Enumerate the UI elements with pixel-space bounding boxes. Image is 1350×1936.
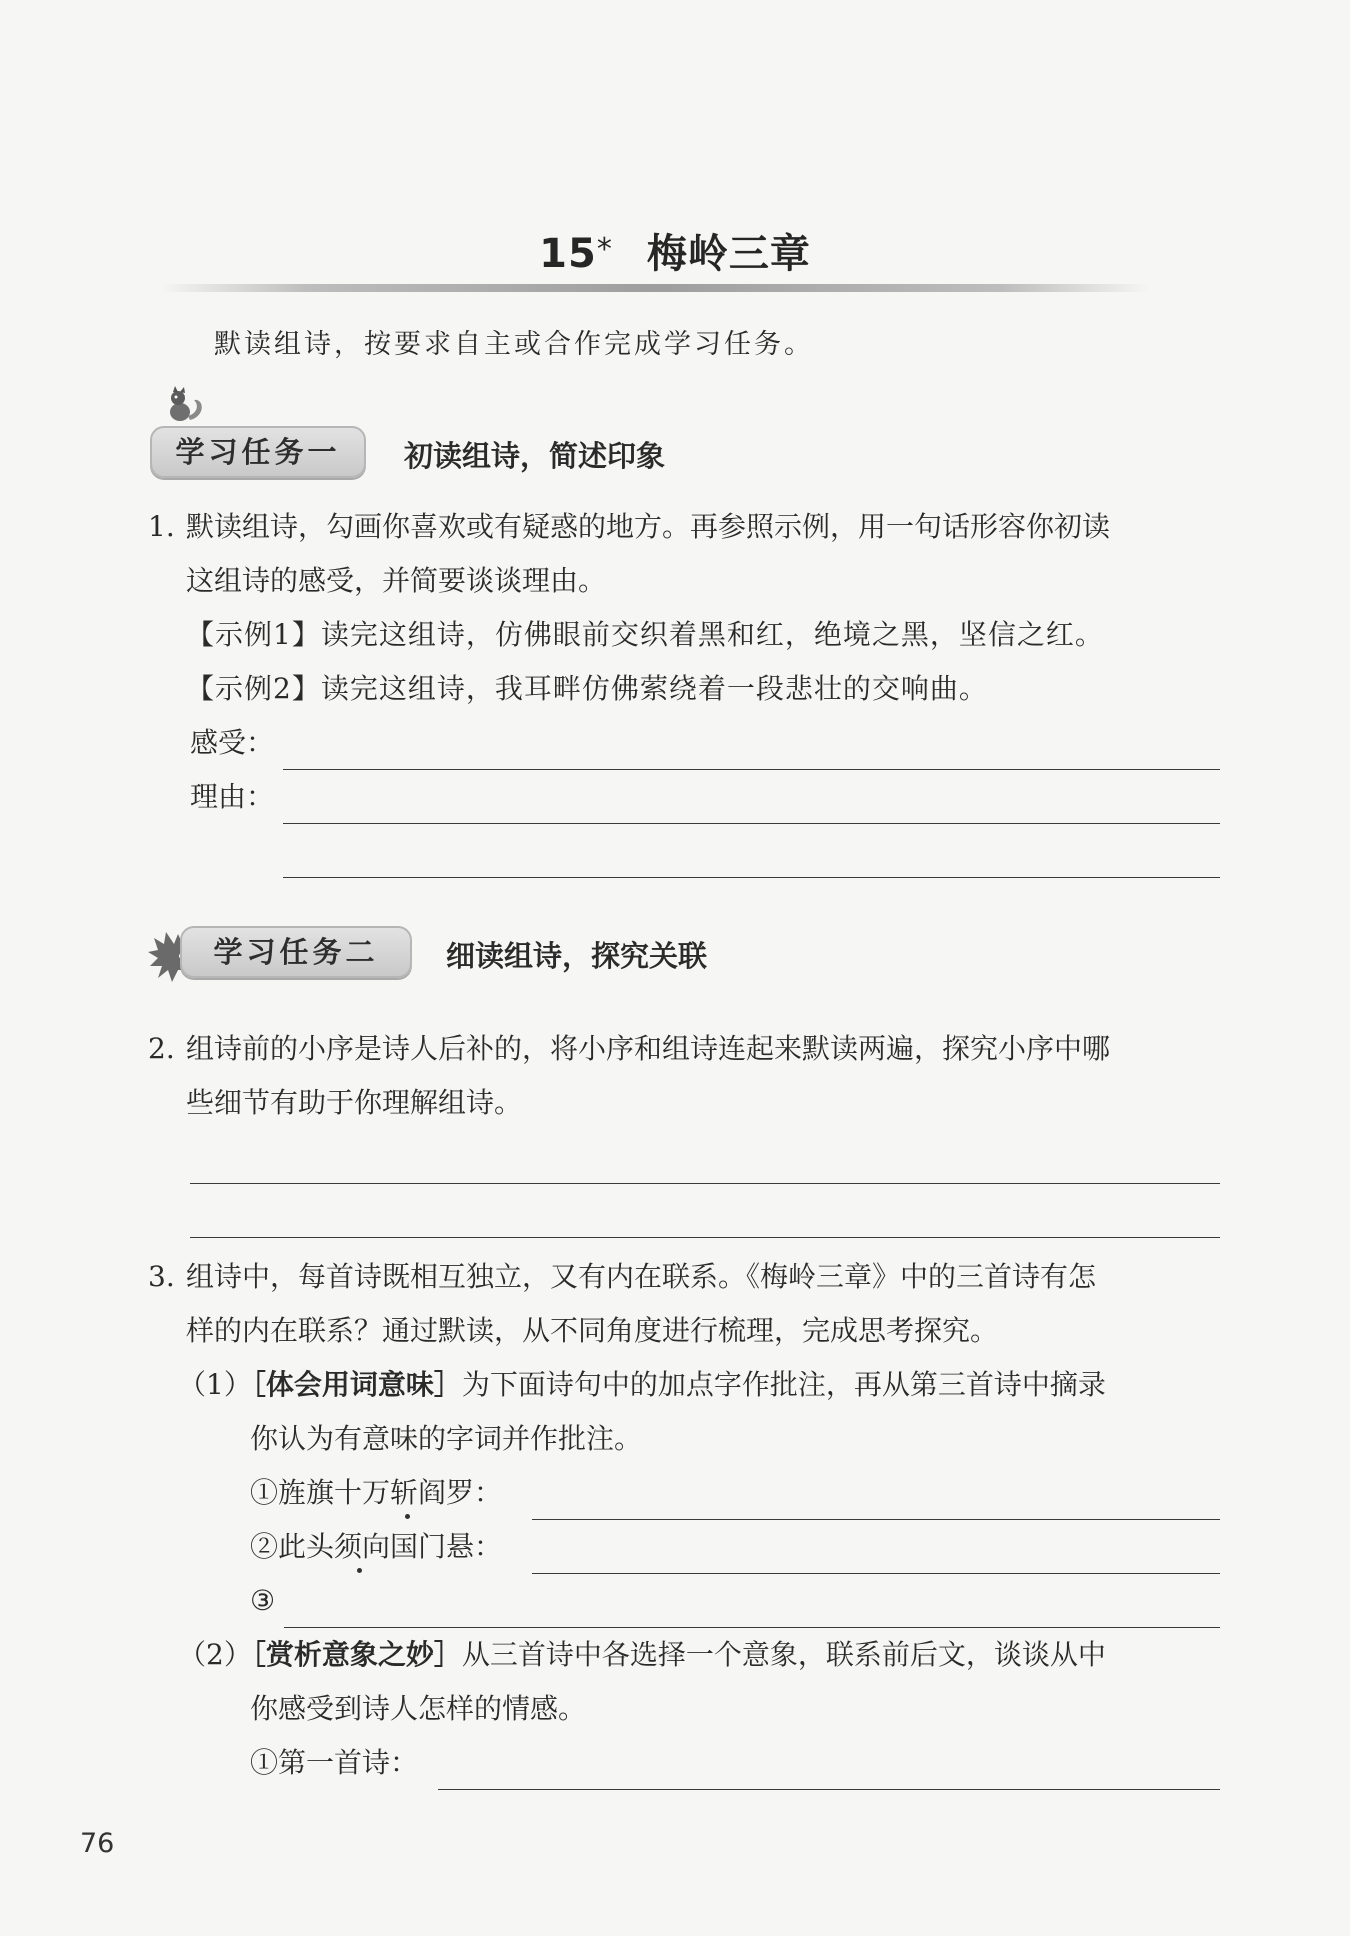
subq1-line1 [178,1358,1106,1412]
q1-line2: 这组诗的感受，并简要谈谈理由。 [186,564,607,597]
q2-answer-line-2[interactable] [190,1237,1220,1238]
squirrel-icon [160,386,210,426]
example-2: 【示例2】读完这组诗，我耳畔仿佛萦绕着一段悲壮的交响曲。 [186,672,988,705]
subq2-tag: ［赏析意象之妙］ [251,1638,462,1671]
item2-answer-line[interactable] [532,1573,1220,1574]
q1-number: 1. [148,510,175,543]
subq1-text1: 为下面诗句中的加点字作批注，再从第三首诗中摘录 [461,1368,1106,1401]
reason-answer-line[interactable] [283,823,1220,824]
lesson-title [0,222,1350,279]
subq1-item2: ②此头须向国门悬： [250,1530,503,1563]
subq2-item1: ①第一首诗： [250,1746,419,1779]
item1-answer-line[interactable] [532,1519,1220,1520]
lesson-number: 15* [539,231,613,277]
q2-line1: 组诗前的小序是诗人后补的，将小序和组诗连起来默读两遍，探究小序中哪 [186,1032,1111,1065]
subq1-item1: ①旌旗十万斩阎罗： [250,1476,503,1509]
task1-title: 初读组诗，简述印象 [404,439,666,473]
reason-label: 理由： [190,780,275,813]
subq1-text2: 你认为有意味的字词并作批注。 [250,1422,643,1455]
q3-line2: 样的内在联系？通过默读，从不同角度进行梳理，完成思考探究。 [186,1314,999,1347]
subq2-text1: 从三首诗中各选择一个意象，联系前后文，谈谈从中 [461,1638,1106,1671]
q2-line2: 些细节有助于你理解组诗。 [186,1086,523,1119]
task1-badge: 学习任务一 [150,426,366,478]
emphasis-dot-xu [357,1568,362,1573]
subq1-item3: ③ [250,1584,276,1617]
q3-number: 3. [148,1260,175,1293]
q1-line1: 默读组诗，勾画你喜欢或有疑惑的地方。再参照示例，用一句话形容你初读 [186,510,1111,543]
feeling-label: 感受： [190,726,275,759]
task2-title: 细读组诗，探究关联 [446,939,708,973]
task2-badge: 学习任务二 [180,926,412,978]
intro-text: 默读组诗，按要求自主或合作完成学习任务。 [214,329,814,360]
poem1-answer-line[interactable] [438,1789,1220,1790]
q2-number: 2. [148,1032,175,1065]
title-underline [160,284,1150,292]
q2-answer-line-1[interactable] [190,1183,1220,1184]
example-1: 【示例1】读完这组诗，仿佛眼前交织着黑和红，绝境之黑，坚信之红。 [186,618,1104,651]
subq2-number: （2） [178,1638,252,1671]
reason-answer-line-2[interactable] [283,877,1220,878]
subq1-number: （1） [178,1368,252,1401]
emphasis-dot-zhan [405,1514,410,1519]
subq2-line1 [178,1628,1106,1682]
feeling-answer-line[interactable] [283,769,1220,770]
subq2-text2: 你感受到诗人怎样的情感。 [250,1692,587,1725]
page-number: 76 [80,1828,115,1859]
lesson-name: 梅岭三章 [646,231,811,277]
q3-line1: 组诗中，每首诗既相互独立，又有内在联系。《梅岭三章》中的三首诗有怎 [186,1260,1097,1293]
subq1-tag: ［体会用词意味］ [251,1368,462,1401]
